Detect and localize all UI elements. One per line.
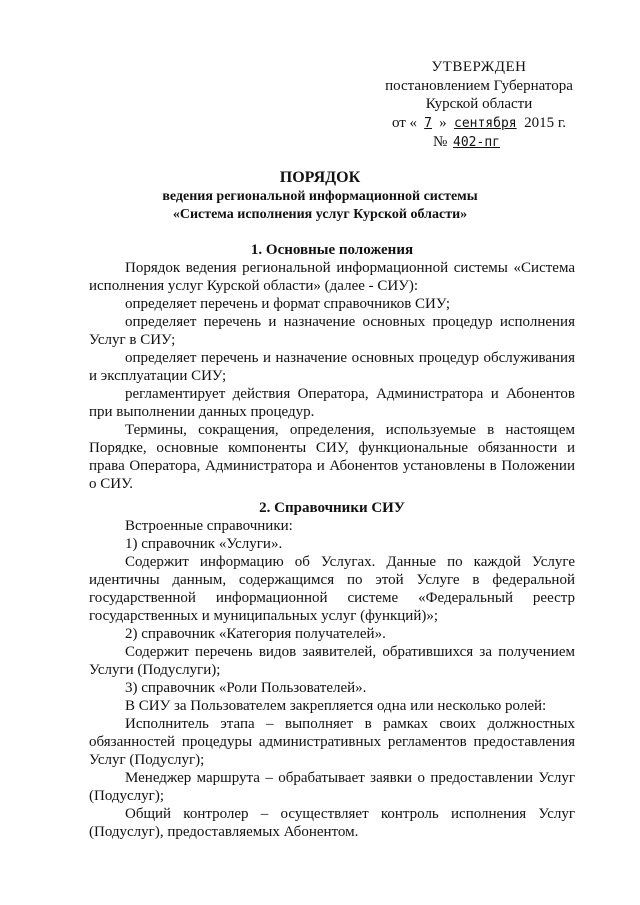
paragraph: Порядок ведения региональной информационной системы «Система исполнения услуг Курской области» (далее - СИУ): bbox=[89, 260, 575, 294]
paragraph: Менеджер маршрута – обрабатывает заявки о предоставлении Услуг (Подуслуг); bbox=[89, 770, 575, 804]
date-prefix: от « bbox=[391, 114, 418, 131]
section-directories bbox=[89, 499, 575, 841]
date-year: 2015 г. bbox=[524, 114, 567, 131]
approval-line-decree: постановлением Губернатора bbox=[385, 77, 573, 94]
paragraph: Содержит перечень видов заявителей, обратившихся за получением Услуги (Подуслуги); bbox=[89, 644, 575, 678]
paragraph: Термины, сокращения, определения, используемые в настоящем Порядке, основные компоненты СИУ, функциональные обязанности и права Оператора, Администратора и Абонентов установлены в Положении о СИУ. bbox=[89, 422, 575, 492]
paragraph: определяет перечень и формат справочников СИУ; bbox=[125, 296, 451, 312]
approval-heading: УТВЕРЖДЕН bbox=[431, 59, 527, 75]
date-mid: » bbox=[439, 114, 447, 131]
approval-number bbox=[374, 133, 584, 153]
paragraph: Встроенные справочники: bbox=[125, 518, 293, 534]
number-value: 402-пг bbox=[453, 135, 500, 150]
paragraph: 2) справочник «Категория получателей». bbox=[125, 626, 386, 642]
paragraph: Исполнитель этапа – выполняет в рамках своих должностных обязанностей процедуры административных регламентов предоставления Услуг (Подуслуг); bbox=[89, 716, 575, 768]
number-sign: № bbox=[432, 134, 448, 150]
approval-block bbox=[374, 58, 584, 153]
paragraph: Общий контролер – осуществляет контроль исполнения Услуг (Подуслуг), предоставляемых Абонентом. bbox=[89, 806, 575, 840]
paragraph: регламентирует действия Оператора, Администратора и Абонентов при выполнении данных процедур. bbox=[89, 386, 575, 420]
paragraph: определяет перечень и назначение основных процедур обслуживания и эксплуатации СИУ; bbox=[89, 350, 575, 384]
paragraph: В СИУ за Пользователем закрепляется одна или несколько ролей: bbox=[125, 698, 547, 714]
section-heading: 1. Основные положения bbox=[250, 242, 414, 258]
section-basic-provisions bbox=[89, 241, 575, 493]
paragraph: 3) справочник «Роли Пользователей». bbox=[125, 680, 367, 696]
paragraph: Содержит информацию об Услугах. Данные по каждой Услуге идентичны данным, содержащимся по этой Услуге в федеральной государственной информационной системе «Федеральный реестр государственных и муниципальных услуг (функций)»; bbox=[89, 554, 575, 624]
approval-date bbox=[374, 114, 584, 134]
title-line-3: «Система исполнения услуг Курской области» bbox=[172, 207, 468, 222]
date-month: сентября bbox=[454, 115, 517, 131]
document-title bbox=[0, 168, 640, 224]
title-line-2: ведения региональной информационной системы bbox=[162, 189, 478, 204]
section-heading: 2. Справочники СИУ bbox=[259, 500, 405, 516]
date-day: 7 bbox=[424, 115, 432, 131]
paragraph: определяет перечень и назначение основных процедур исполнения Услуг в СИУ; bbox=[89, 314, 575, 348]
approval-line-region: Курской области bbox=[425, 96, 533, 112]
title-main: ПОРЯДОК bbox=[279, 169, 361, 186]
paragraph: 1) справочник «Услуги». bbox=[125, 536, 283, 552]
